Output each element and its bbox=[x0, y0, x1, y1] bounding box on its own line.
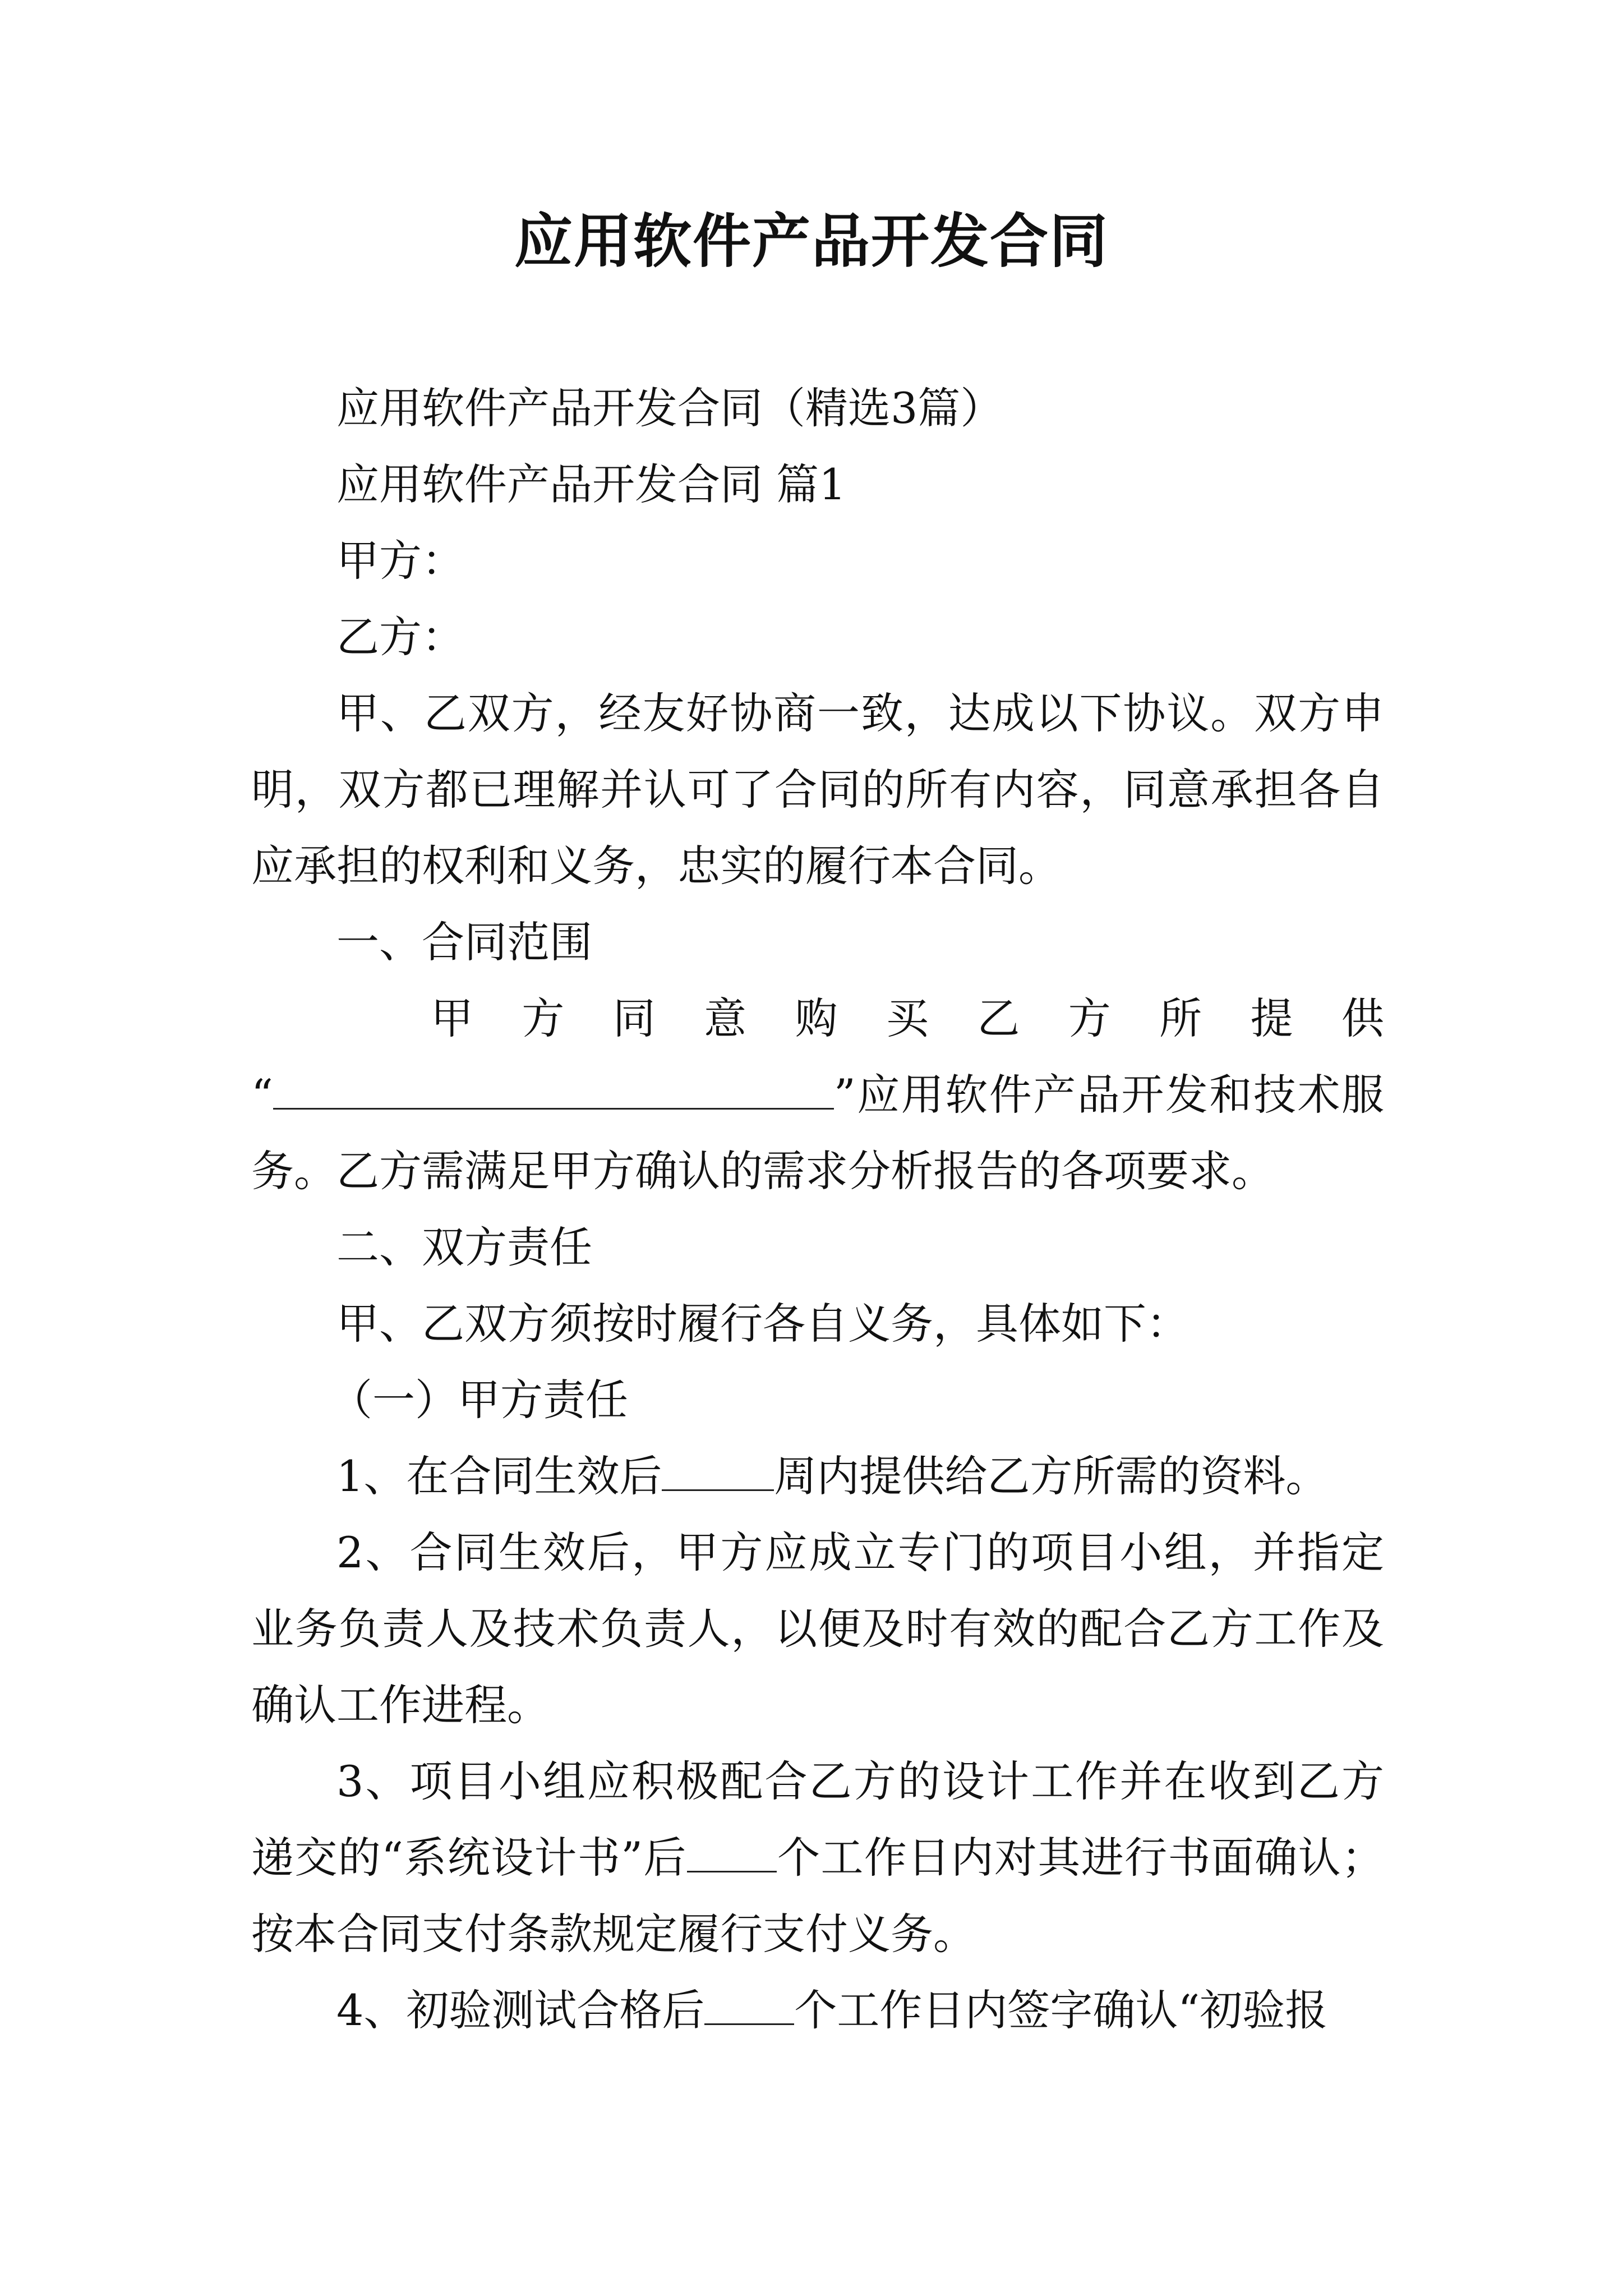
scope-char: 甲 bbox=[431, 993, 473, 1043]
fill-in-blank-weeks bbox=[662, 1455, 774, 1491]
document-body bbox=[251, 370, 1384, 2049]
paragraph-agreement-intro: 甲、乙双方，经友好协商一致，达成以下协议。双方申明，双方都已理解并认可了合同的所有内容，同意承担各自应承担的权利和义务，忠实的履行本合同。 bbox=[251, 688, 1384, 891]
clause-4-text-a: 4、初验测试合格后 bbox=[336, 1985, 705, 2035]
fill-in-blank-days bbox=[687, 1836, 777, 1872]
section-heading-responsibilities: 二、双方责任 bbox=[336, 1222, 592, 1272]
clause-1 bbox=[251, 1438, 1384, 1515]
paragraph-scope-line2 bbox=[251, 1057, 1384, 1209]
scope-char: 同 bbox=[612, 993, 656, 1043]
scope-char: 提 bbox=[1250, 993, 1293, 1043]
open-quote: “ bbox=[251, 1070, 273, 1120]
scope-char: 乙 bbox=[977, 993, 1020, 1043]
scope-char: 供 bbox=[1341, 993, 1384, 1043]
paragraph-party-a: 甲方： bbox=[336, 536, 464, 586]
document-title: 应用软件产品开发合同 bbox=[514, 207, 1109, 275]
section-heading-scope: 一、合同范围 bbox=[336, 917, 592, 967]
scope-char: 意 bbox=[704, 993, 747, 1043]
paragraph-party-b: 乙方： bbox=[336, 612, 464, 662]
clause-4 bbox=[251, 1972, 1384, 2049]
clause-3-text-a: 3、项目小组应积极配合乙方的设计工作并在收到乙方递交的“系统设计书”后 bbox=[251, 1756, 1384, 1883]
paragraph-part-heading: 应用软件产品开发合同 篇1 bbox=[336, 459, 846, 509]
scope-char: 方 bbox=[522, 993, 565, 1043]
fill-in-blank-product-name bbox=[273, 1073, 834, 1110]
clause-2: 2、合同生效后，甲方应成立专门的项目小组，并指定业务负责人及技术负责人，以便及时有效的配合乙方工作及确认工作进程。 bbox=[251, 1527, 1384, 1730]
clause-1-text-a: 1、在合同生效后 bbox=[336, 1451, 662, 1501]
scope-char: 购 bbox=[795, 993, 838, 1043]
scope-char: 方 bbox=[1068, 993, 1111, 1043]
scope-char: 买 bbox=[886, 993, 929, 1043]
scope-text: ”应用软件产品开发和技术服务。乙方需满足甲方确认的需求分析报告的各项要求。 bbox=[251, 1070, 1384, 1196]
paragraph-collection-title: 应用软件产品开发合同（精选3篇） bbox=[336, 383, 1003, 433]
scope-char: 所 bbox=[1159, 993, 1202, 1043]
subsection-heading-party-a: （一）甲方责任 bbox=[330, 1375, 628, 1425]
paragraph-obligations-intro: 甲、乙双方须按时履行各自义务，具体如下： bbox=[336, 1299, 1189, 1349]
fill-in-blank-days bbox=[704, 1989, 794, 2025]
clause-1-text-b: 周内提供给乙方所需的资料。 bbox=[774, 1451, 1329, 1501]
paragraph-scope-line1 bbox=[251, 981, 1384, 1057]
clause-3-text-b: 个工作日内对其进行书面确认；按本合同支付条款规定履行支付义务。 bbox=[251, 1833, 1384, 1959]
clause-3 bbox=[251, 1743, 1384, 1972]
clause-4-text-b: 个工作日内签字确认“初验报 bbox=[794, 1985, 1328, 2035]
